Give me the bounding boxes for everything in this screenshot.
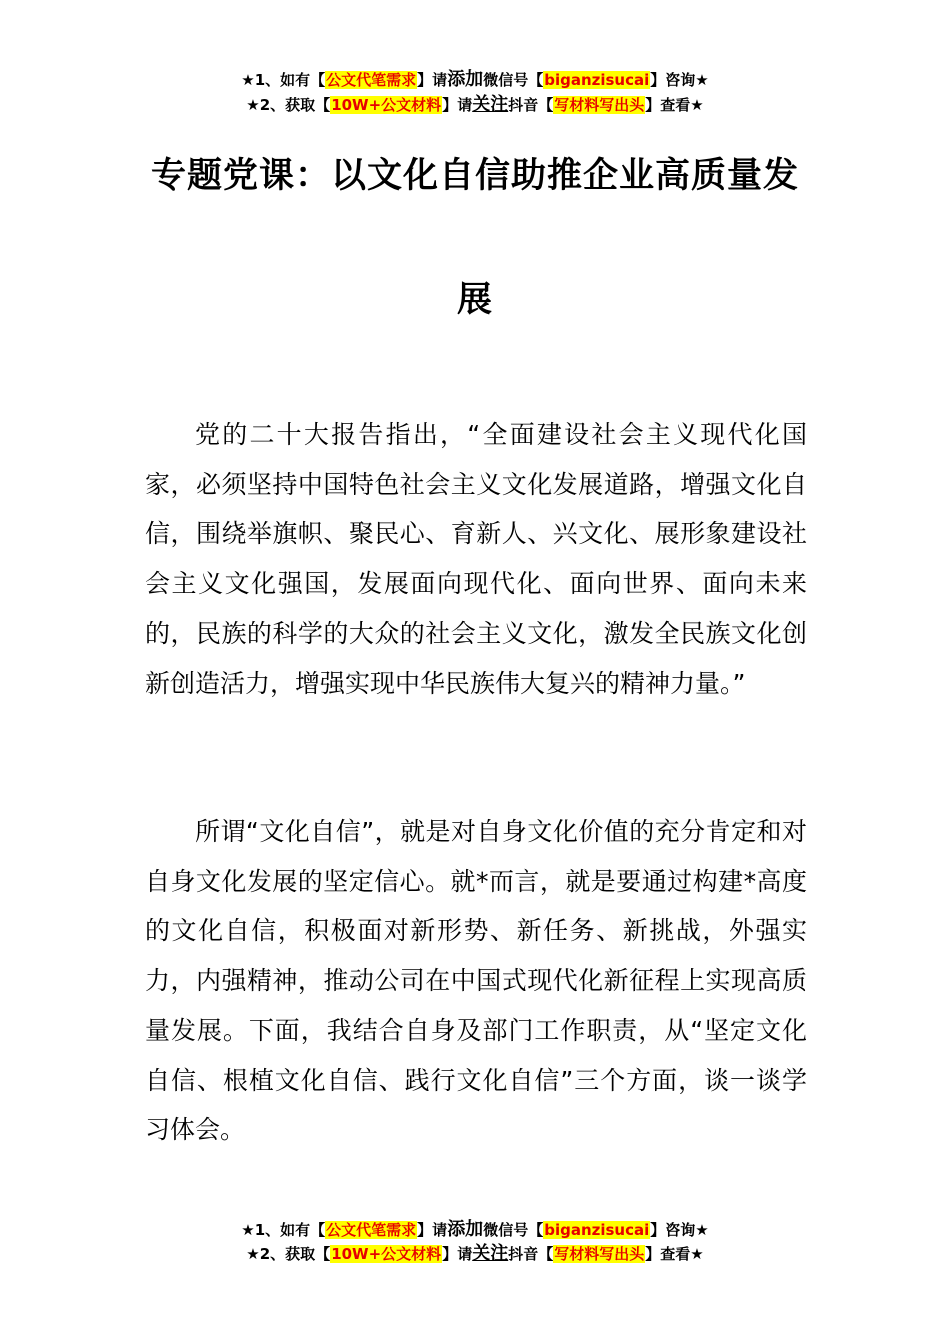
ad-highlight-douyin-id: 写材料写出头 [554, 96, 645, 114]
ad-highlight-douyin-id: 写材料写出头 [554, 1245, 645, 1263]
ad-prefix: ★2、获取【 [246, 96, 331, 114]
ad-prefix: ★1、如有【 [241, 71, 326, 89]
ad-prefix: ★2、获取【 [246, 1245, 331, 1263]
ad-text: 微信号【 [483, 71, 544, 89]
ad-highlight-service: 公文代笔需求 [326, 71, 417, 89]
ad-suffix: 】查看★ [645, 1245, 704, 1263]
ad-highlight-wechat-id: biganzisucai [544, 71, 650, 89]
ad-highlight-wechat-id: biganzisucai [544, 1221, 650, 1239]
ad-highlight-service: 公文代笔需求 [326, 1221, 417, 1239]
ad-prefix: ★1、如有【 [241, 1221, 326, 1239]
document-title-line-2: 展 [456, 280, 493, 320]
header-ad-line-1 [0, 69, 950, 91]
body-paragraph-2: 所谓“文化自信”，就是对自身文化价值的充分肯定和对自身文化发展的坚定信心。就*而言，就是要通过构建*高度的文化自信，积极面对新形势、新任务、新挑战，外强实力，内强精神，推动公司在中国式现代化新征程上实现高质量发展。下面，我结合自身及部门工作职责，从“坚定文化自信、根植文化自信、践行文化自信”三个方面，谈一谈学习体会。 [145, 817, 807, 1145]
ad-text: 】请 [417, 1221, 448, 1239]
ad-suffix: 】咨询★ [650, 1221, 709, 1239]
footer-ad-line-2 [0, 1243, 950, 1265]
ad-text: 抖音【 [508, 1245, 554, 1263]
ad-text: 】请 [442, 96, 473, 114]
ad-emphasis: 关注 [472, 94, 509, 115]
ad-text: 微信号【 [483, 1221, 544, 1239]
ad-text: 抖音【 [508, 96, 554, 114]
footer-ad-line-1 [0, 1219, 950, 1241]
ad-suffix: 】查看★ [645, 96, 704, 114]
ad-text: 】请 [417, 71, 448, 89]
ad-suffix: 】咨询★ [650, 71, 709, 89]
ad-emphasis: 添加 [447, 1219, 484, 1240]
ad-highlight-materials: 10W+公文材料 [331, 96, 442, 114]
document-title-line-1: 专题党课：以文化自信助推企业高质量发 [150, 156, 799, 196]
body-paragraph-1: 党的二十大报告指出，“全面建设社会主义现代化国家，必须坚持中国特色社会主义文化发展道路，增强文化自信，围绕举旗帜、聚民心、育新人、兴文化、展形象建设社会主义文化强国，发展面向现代化、面向世界、面向未来的，民族的科学的大众的社会主义文化，激发全民族文化创新创造活力，增强实现中华民族伟大复兴的精神力量。” [145, 420, 807, 698]
ad-emphasis: 添加 [447, 69, 484, 90]
ad-text: 】请 [442, 1245, 473, 1263]
ad-emphasis: 关注 [472, 1243, 509, 1264]
header-ad-line-2 [0, 94, 950, 116]
ad-highlight-materials: 10W+公文材料 [331, 1245, 442, 1263]
